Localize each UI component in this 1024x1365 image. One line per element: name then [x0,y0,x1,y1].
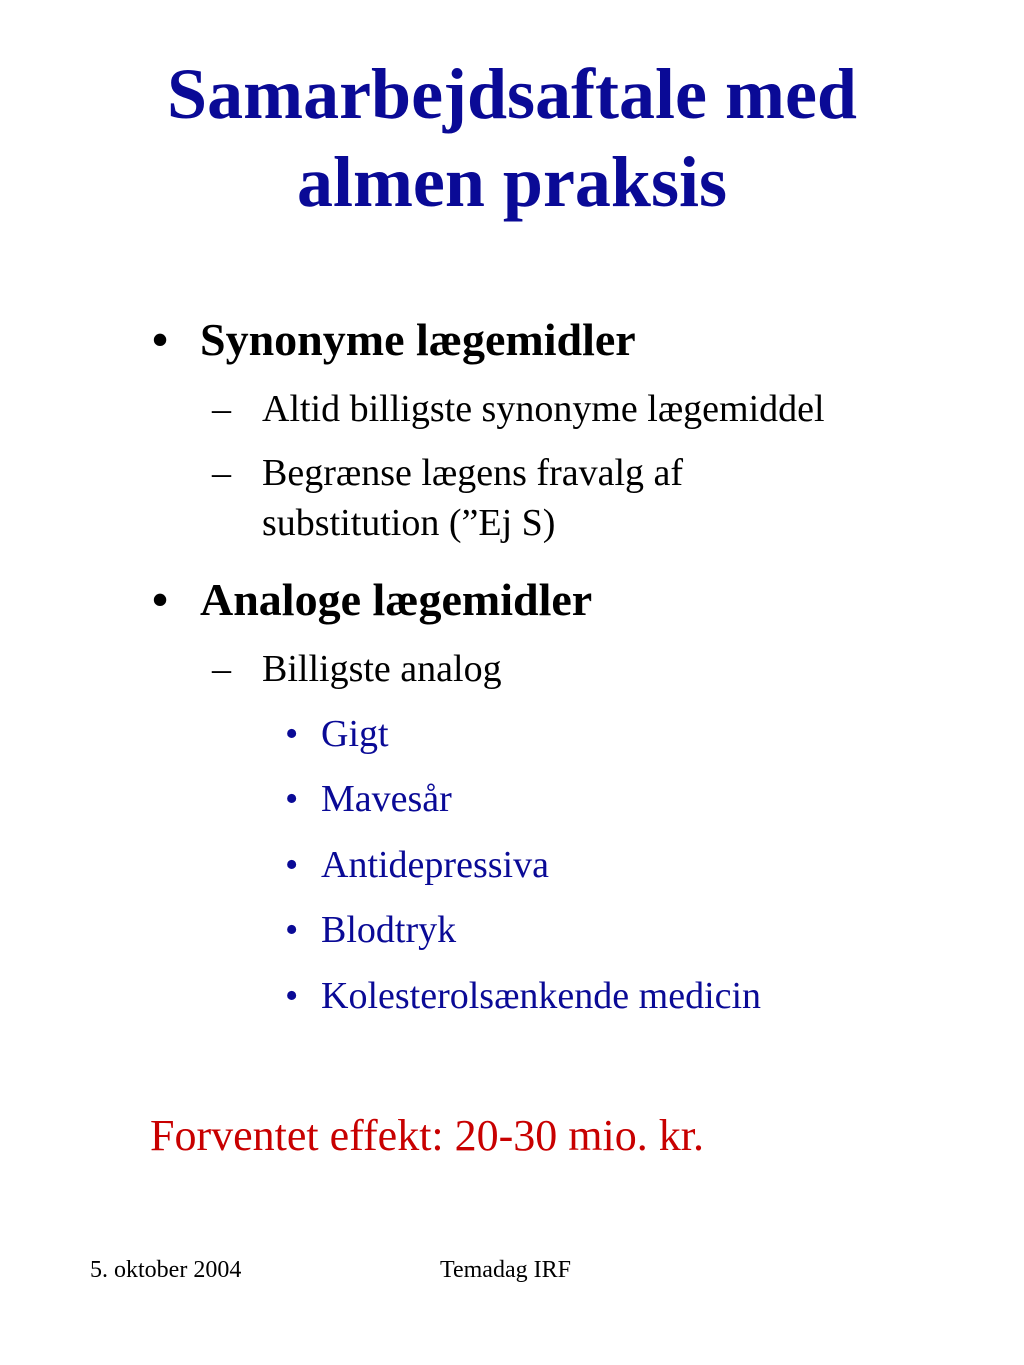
subbullet-text-line-1: Begrænse lægens fravalg af [262,452,684,494]
list-item-text: Antidepressiva [321,844,549,886]
list-item-text: Mavesår [321,778,452,820]
dot-marker: • [285,975,299,1017]
subbullet-text-line-2: substitution (”Ej S) [262,502,556,544]
bullet-heading: Synonyme lægemidler [200,314,636,365]
subbullet-text: Altid billigste synonyme lægemiddel [262,388,825,430]
expected-effect: Forventet effekt: 20-30 mio. kr. [150,1111,704,1160]
subbullet-billigste-analog [212,644,502,694]
bullet-heading: Analoge lægemidler [200,574,593,625]
slide-title [0,50,1024,226]
list-item-text: Kolesterolsænkende medicin [321,975,762,1017]
list-item [285,775,452,823]
bullet-marker: • [152,314,169,365]
subbullet-altid-billigste [212,384,825,434]
subbullet-begraense [212,448,684,548]
dot-marker: • [285,909,299,951]
list-item [285,710,389,758]
list-item-text: Gigt [321,713,389,755]
dot-marker: • [285,713,299,755]
dot-marker: • [285,844,299,886]
dash-marker: – [212,648,231,690]
bullet-synonyme [152,314,636,366]
dash-marker: – [212,388,231,430]
list-item [285,841,549,889]
list-item-text: Blodtryk [321,909,457,951]
footer-date: 5. oktober 2004 [90,1257,242,1283]
slide-title-line-1: Samarbejdsaftale med [167,54,857,134]
footer-event: Temadag IRF [440,1257,571,1283]
bullet-analoge [152,574,593,626]
dot-marker: • [285,778,299,820]
subbullet-text: Billigste analog [262,648,502,690]
slide-title-line-2: almen praksis [296,142,728,222]
bullet-marker: • [152,574,169,625]
dash-marker: – [212,452,231,494]
list-item [285,906,457,954]
list-item [285,972,762,1020]
